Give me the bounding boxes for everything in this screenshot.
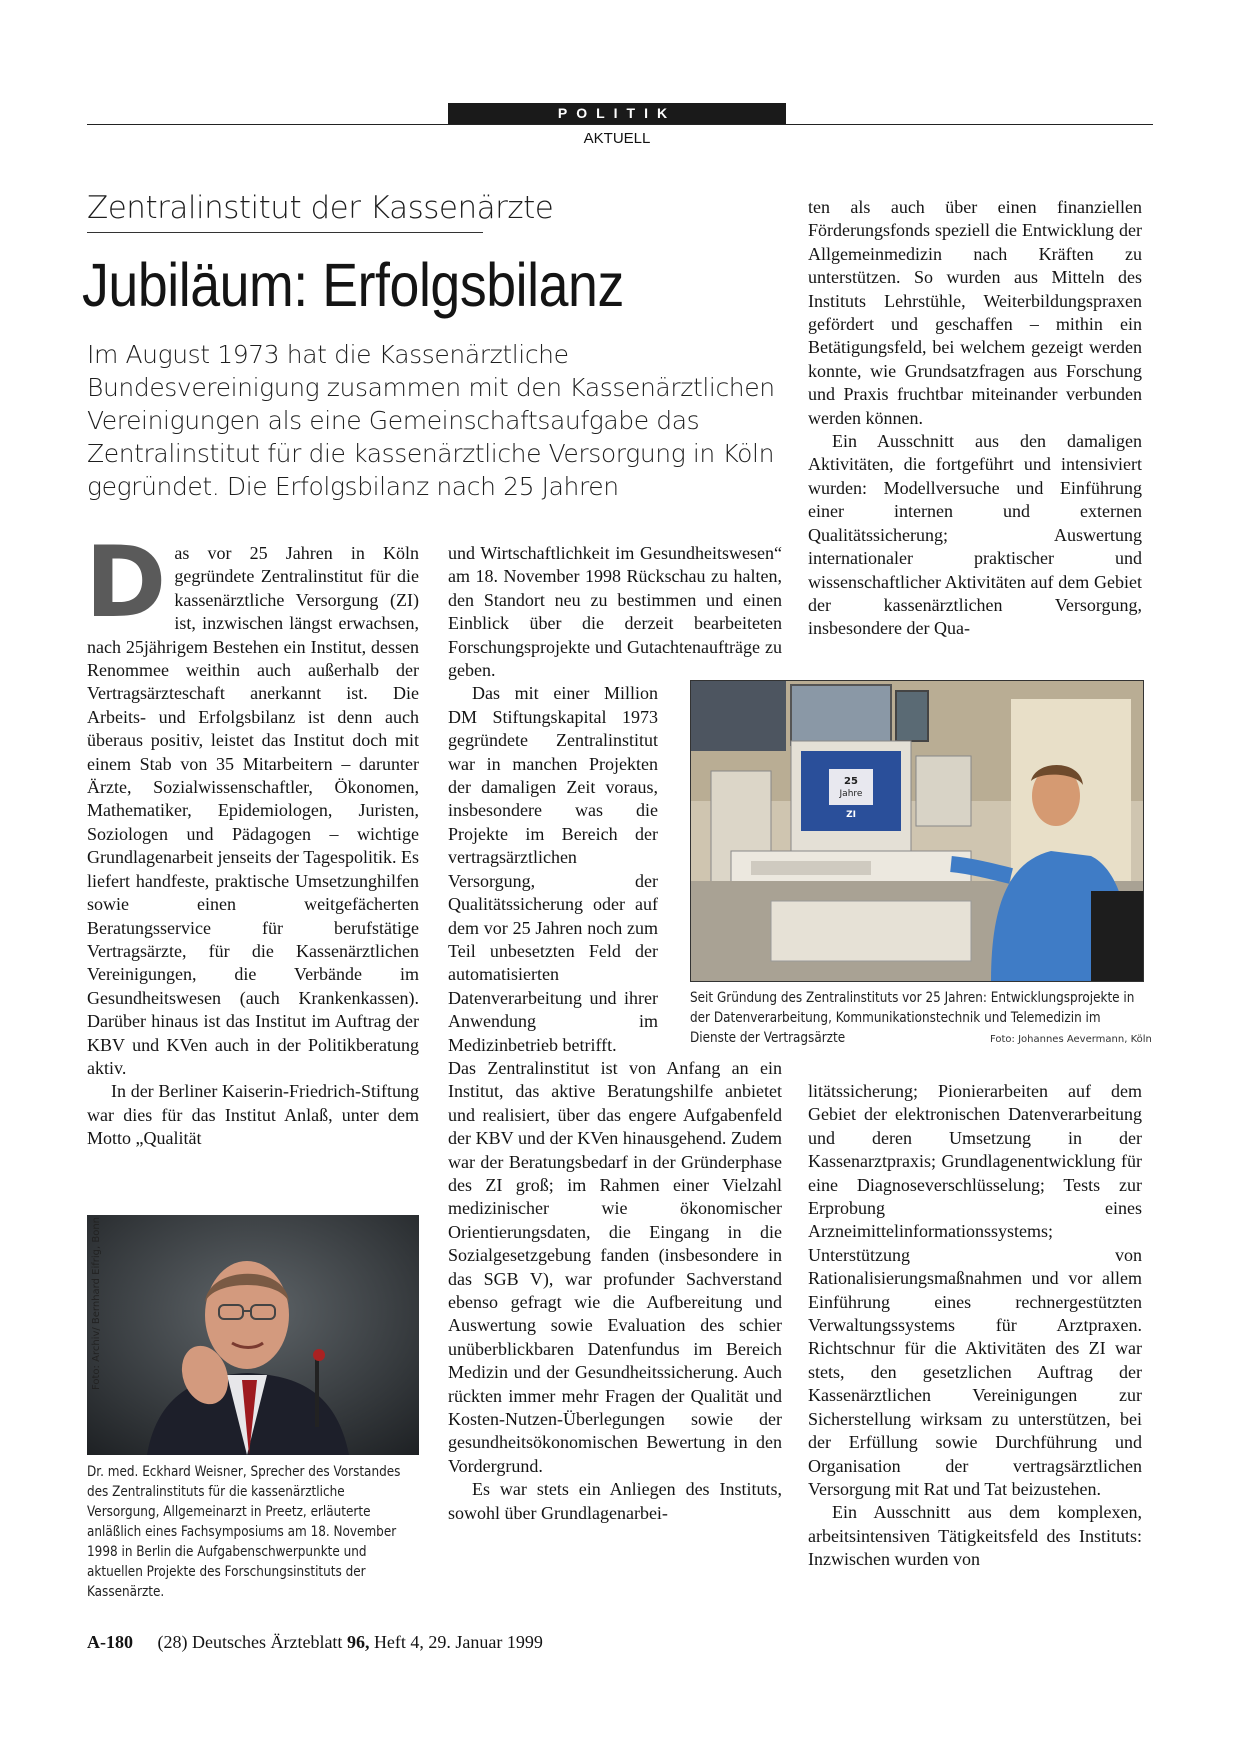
speaker-photo-credit: Foto: Archiv/ Bernhard Eifrig, Bonn bbox=[91, 1217, 102, 1390]
page-number: A-180 bbox=[87, 1632, 133, 1652]
paragraph: as vor 25 Jahren in Köln gegründete Zentralinstitut für die kassenärztliche Versorgung (ZI) ist, inzwischen längst erwachsen, nach 25jährigem Bestehen ein Institut, dessen Renommee weithin auch außerhalb der Vertragsärzteschaft anerkannt ist. Die Arbeits- und Erfolgsbilanz ist denn auch überaus positiv, leistet das Institut doch mit einem Stab von 35 Mitarbeitern – darunter Ärzte, Sozialwissenschaftler, Ökonomen, Mathematiker, Epidemiologen, Juristen, Soziologen und Pädagogen – wichtige Grundlagenarbeit jenseits der Tagespolitik. Es liefert handfeste, praktische Umsetzunghilfen sowie einen weitgefächerten Beratungsservice für berufstätige Vertragsärzte, für die Kassenärztlichen Vereinigungen, die Verbände im Gesundheitswesen (auch Krankenkassen). Darüber hinaus ist das Institut im Auftrag der KBV und KVen auch in der Politikberatung aktiv. bbox=[87, 543, 419, 1078]
speaker-photo bbox=[87, 1215, 419, 1455]
article-deck: Im August 1973 hat die Kassenärztliche Bundesvereinigung zusammen mit den Kassenärztlichen Vereinigungen als eine Gemeinschaftsaufgabe das Zentralinstitut für die kassenärztliche Versorgung in Köln gegründet. Die Erfolgsbilanz nach 25 Jahren bbox=[87, 340, 775, 501]
paragraph: ten als auch über einen finanziellen Förderungsfonds speziell die Entwicklung der Allgemeinmedizin nach Kräften zu unterstützen. So wurden aus Mitteln des Instituts Lehrstühle, Weiterbildungspraxen gefördert und geschaffen – mithin ein Betätigungsfeld, bei welchem gezeigt werden konnte, wie Grundsatzfragen aus Forschung und Praxis fruchtbar miteinander verbunden werden können. bbox=[808, 197, 1142, 428]
article-headline: Jubiläum: Erfolgsbilanz bbox=[82, 251, 624, 319]
speaker-photo-caption: Dr. med. Eckhard Weisner, Sprecher des Vorstandes des Zentralinstituts für die kassenärztliche Versorgung, Allgemeinarzt in Preetz, erläuterte anläßlich eines Fachsymposiums am 18. November 1998 in Berlin die Aufgabenschwerpunkte und aktuellen Projekte des Forschungsinstituts der Kassenärzte. bbox=[87, 1464, 401, 1600]
drop-cap: D bbox=[85, 526, 167, 640]
paragraph: Das Zentralinstitut ist von Anfang an ein Institut, das aktive Beratungshilfe anbietet und realisiert, über das engere Aufgabenfeld der KBV und der KVen hinausgehend. Zudem war der Beratungsbedarf in der Gründerphase des ZI groß; im Rahmen einer Vielzahl medizinischer wie ökonomischer Orientierungsdaten, die Eingang in die Sozialgesetzgebung fanden (insbesondere in das SGB V), war profunder Sachverstand ebenso gefragt wie die Aufbereitung und Auswertung sowie Evaluation des schier unüberblickbaren Datenfundus im Bereich Medizin und der Gesundheitssicherung. Auch rückten immer mehr Fragen der Qualität und Kosten-Nutzen-Überlegungen sowie der gesundheitsökonomischen Bewertung in den Vordergrund. bbox=[448, 1057, 782, 1476]
section-label: POLITIK bbox=[448, 103, 786, 124]
header-rule bbox=[87, 124, 1153, 125]
paragraph: und Wirtschaftlichkeit im Gesundheitswesen“ am 18. November 1998 Rückschau zu halten, den Standort neu zu bestimmen und einen Einblick über die derzeit bearbeiteten Forschungsprojekte und Gutachtenaufträge zu geben. bbox=[448, 543, 782, 681]
computer-workstation-photo bbox=[690, 680, 1144, 982]
screen-logo: ZI bbox=[846, 810, 856, 820]
subsection-label: AKTUELL bbox=[583, 130, 651, 147]
citation-volume: 96, bbox=[346, 1632, 370, 1652]
paragraph: Ein Ausschnitt aus den damaligen Aktivitäten, die fortgeführt und intensiviert wurden: Modellversuche und Einführung einer internen und externen Qualitätssicherung; Auswertung internationaler praktischer und wissenschaftlicher Aktivitäten auf dem Gebiet der kassenärztlichen Versorgung, insbesondere der Qua- bbox=[808, 431, 1142, 639]
screen-text-jahre: Jahre bbox=[839, 789, 863, 799]
article-column-3-top bbox=[808, 196, 1142, 641]
screen-text-years: 25 bbox=[844, 776, 858, 787]
kicker-rule bbox=[87, 232, 483, 233]
citation-end: Heft 4, 29. Januar 1999 bbox=[373, 1632, 543, 1652]
paragraph: Das mit einer Million DM Stiftungskapital 1973 gegründete Zentralinstitut war in manchen Projekten der damaligen Zeit voraus, insbesondere was die Projekte im Bereich der vertragsärztlichen Versorgung, der Qualitätssicherung oder auf dem vor 25 Jahren noch zum Teil unbesetzten Feld der automatisierten Datenverarbeitung und ihrer Anwendung im Medizinbetrieb betrifft. bbox=[448, 683, 658, 1055]
computer-photo-caption: Seit Gründung des Zentralinstituts vor 25 Jahren: Entwicklungsprojekte in der Datenverarbeitung, Kommunikationstechnik und Telemedizin im Dienste der Vertragsärzte bbox=[690, 990, 1135, 1046]
article-kicker: Zentralinstitut der Kassenärzte bbox=[87, 190, 554, 226]
paragraph: Es war stets ein Anliegen des Instituts, sowohl über Grundlagenarbei- bbox=[448, 1479, 782, 1523]
article-column-3-bottom bbox=[808, 1080, 1142, 1572]
computer-photo-credit: Foto: Johannes Aevermann, Köln bbox=[990, 1034, 1152, 1045]
article-column-1 bbox=[85, 526, 419, 1151]
paragraph: litätssicherung; Pionierarbeiten auf dem Gebiet der elektronischen Datenverarbeitung und deren Umsetzung in der Kassenarztpraxis; Grundlagenentwicklung für eine Diagnoseverschlüsselung; Tests zur Erprobung eines Arzneimittelinformationssystems; Unterstützung von Rationalisierungsmaßnahmen und vor allem Einführung eines rechnergestützten Verwaltungssystems für Arztpraxen. Richtschnur für die Aktivitäten des ZI war stets, den gesetzlichen Auftrag der Kassenärztlichen Vereinigungen zur Sicherstellung wirksam zu unterstützen, bei der Erfüllung sowie Durchführung und Organisation der vertragsärztlichen Versorgung mit Rat und Tat beizustehen. bbox=[808, 1081, 1142, 1499]
citation-start: (28) Deutsches Ärzteblatt bbox=[157, 1632, 343, 1652]
page-footer bbox=[87, 1632, 543, 1653]
paragraph: In der Berliner Kaiserin-Friedrich-Stiftung war dies für das Institut Anlaß, unter dem Motto „Qualität bbox=[87, 1081, 419, 1149]
paragraph: Ein Ausschnitt aus dem komplexen, arbeitsintensiven Tätigkeitsfeld des Instituts: Inzwischen wurden von bbox=[808, 1502, 1142, 1570]
